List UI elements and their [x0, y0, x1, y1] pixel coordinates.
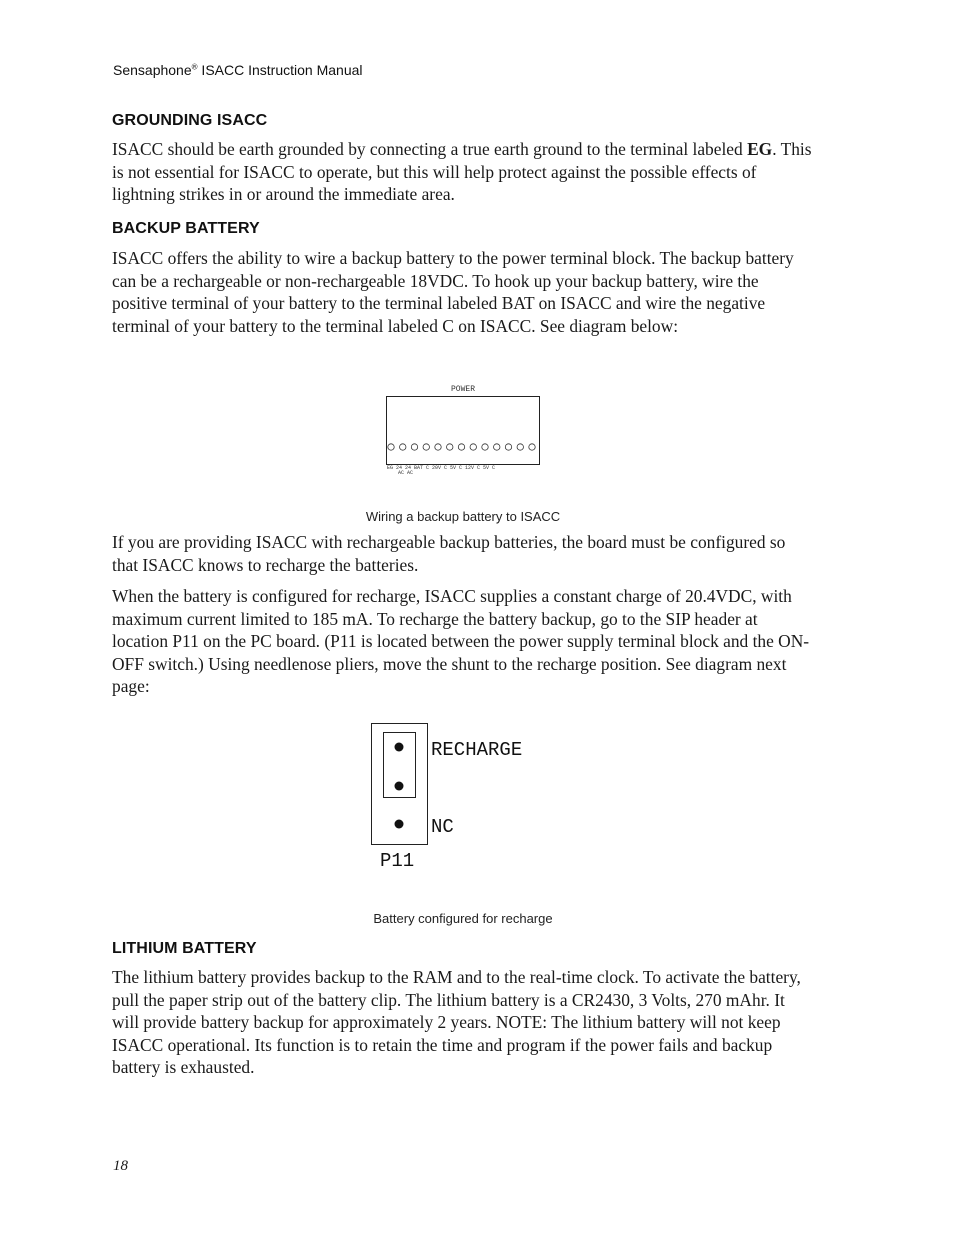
lithium-heading: LITHIUM BATTERY [112, 940, 257, 957]
pin-3 [395, 820, 404, 829]
terminal-screw [517, 444, 523, 450]
terminal-labels-row2: AC AC [398, 470, 414, 476]
terminal-screw [505, 444, 511, 450]
backup-heading: BACKUP BATTERY [112, 220, 260, 237]
terminal-screw [529, 444, 535, 450]
manual-title: ISACC Instruction Manual [197, 62, 363, 78]
backup-paragraph-3: When the battery is configured for recharge, ISACC supplies a constant charge of 20.4VDC, with maximum current limited to 185 mA. To recharge the battery backup, go to the SIP header at location P11 on the PC board. (P11 is located between the power supply terminal block and the ON-OFF switch.) Using needlenose pliers, move the shunt to the recharge position. See diagram next page: [112, 586, 810, 697]
diagram2-caption: Battery configured for recharge [373, 911, 553, 926]
backup-paragraph-1: ISACC offers the ability to wire a backup battery to the power terminal block. The backup battery can be a rechargeable or non-rechargeable 18VDC. To hook up your backup battery, wire the positive terminal of your battery to the terminal labeled BAT on ISACC and wire the negative terminal of your battery to the terminal labeled C on ISACC. See diagram below: [112, 248, 794, 336]
terminal-screw [411, 444, 417, 450]
recharge-label: RECHARGE [431, 739, 523, 761]
terminal-block-outline [387, 397, 540, 465]
p11-label: P11 [380, 850, 415, 872]
terminal-screws [388, 444, 535, 450]
backup-paragraph-2: If you are providing ISACC with rechargeable backup batteries, the board must be configured so that ISACC knows to recharge the batteries. [112, 532, 786, 575]
page-header [113, 62, 363, 78]
page-number: 18 [113, 1158, 128, 1174]
terminal-labels-row1: EG 24 24 BAT C 20V C 5V C 12V C 5V C [387, 465, 496, 471]
terminal-screw [423, 444, 429, 450]
terminal-screw [458, 444, 464, 450]
grounding-text-b: . This is not essential for ISACC to operate, but this will help protect against the possible effects of lightning strikes in or around the immediate area. [112, 139, 812, 205]
terminal-screw [388, 444, 394, 450]
lithium-paragraph: The lithium battery provides backup to the RAM and to the real-time clock. To activate the battery, pull the paper strip out of the battery clip. The lithium battery is a CR2430, 3 Volts, 270 mAhr. It will provide battery backup for approximately 2 years. NOTE: The lithium battery will not keep ISACC operational. Its function is to retain the time and program if the power fails and backup battery is exhausted. [112, 967, 801, 1078]
terminal-screw [470, 444, 476, 450]
pin-1 [395, 743, 404, 752]
grounding-paragraph [112, 138, 812, 206]
grounding-text-a: ISACC should be earth grounded by connecting a true earth ground to the terminal labeled [112, 139, 748, 159]
registered-mark: ® [191, 62, 198, 72]
terminal-screw [447, 444, 453, 450]
grounding-heading: GROUNDING ISACC [112, 112, 268, 129]
terminal-screw [482, 444, 488, 450]
pin-2 [395, 782, 404, 791]
power-title: POWER [450, 385, 476, 394]
power-terminal-diagram [384, 380, 544, 480]
p11-jumper-diagram [360, 718, 560, 878]
grounding-eg-term: EG [747, 139, 773, 159]
p11-jumper-svg [360, 718, 560, 878]
terminal-screw [494, 444, 500, 450]
brand-name: Sensaphone [113, 62, 192, 78]
terminal-screw [435, 444, 441, 450]
power-terminal-svg [384, 380, 544, 480]
diagram1-caption: Wiring a backup battery to ISACC [365, 509, 561, 524]
terminal-screw [400, 444, 406, 450]
nc-label: NC [431, 816, 454, 838]
